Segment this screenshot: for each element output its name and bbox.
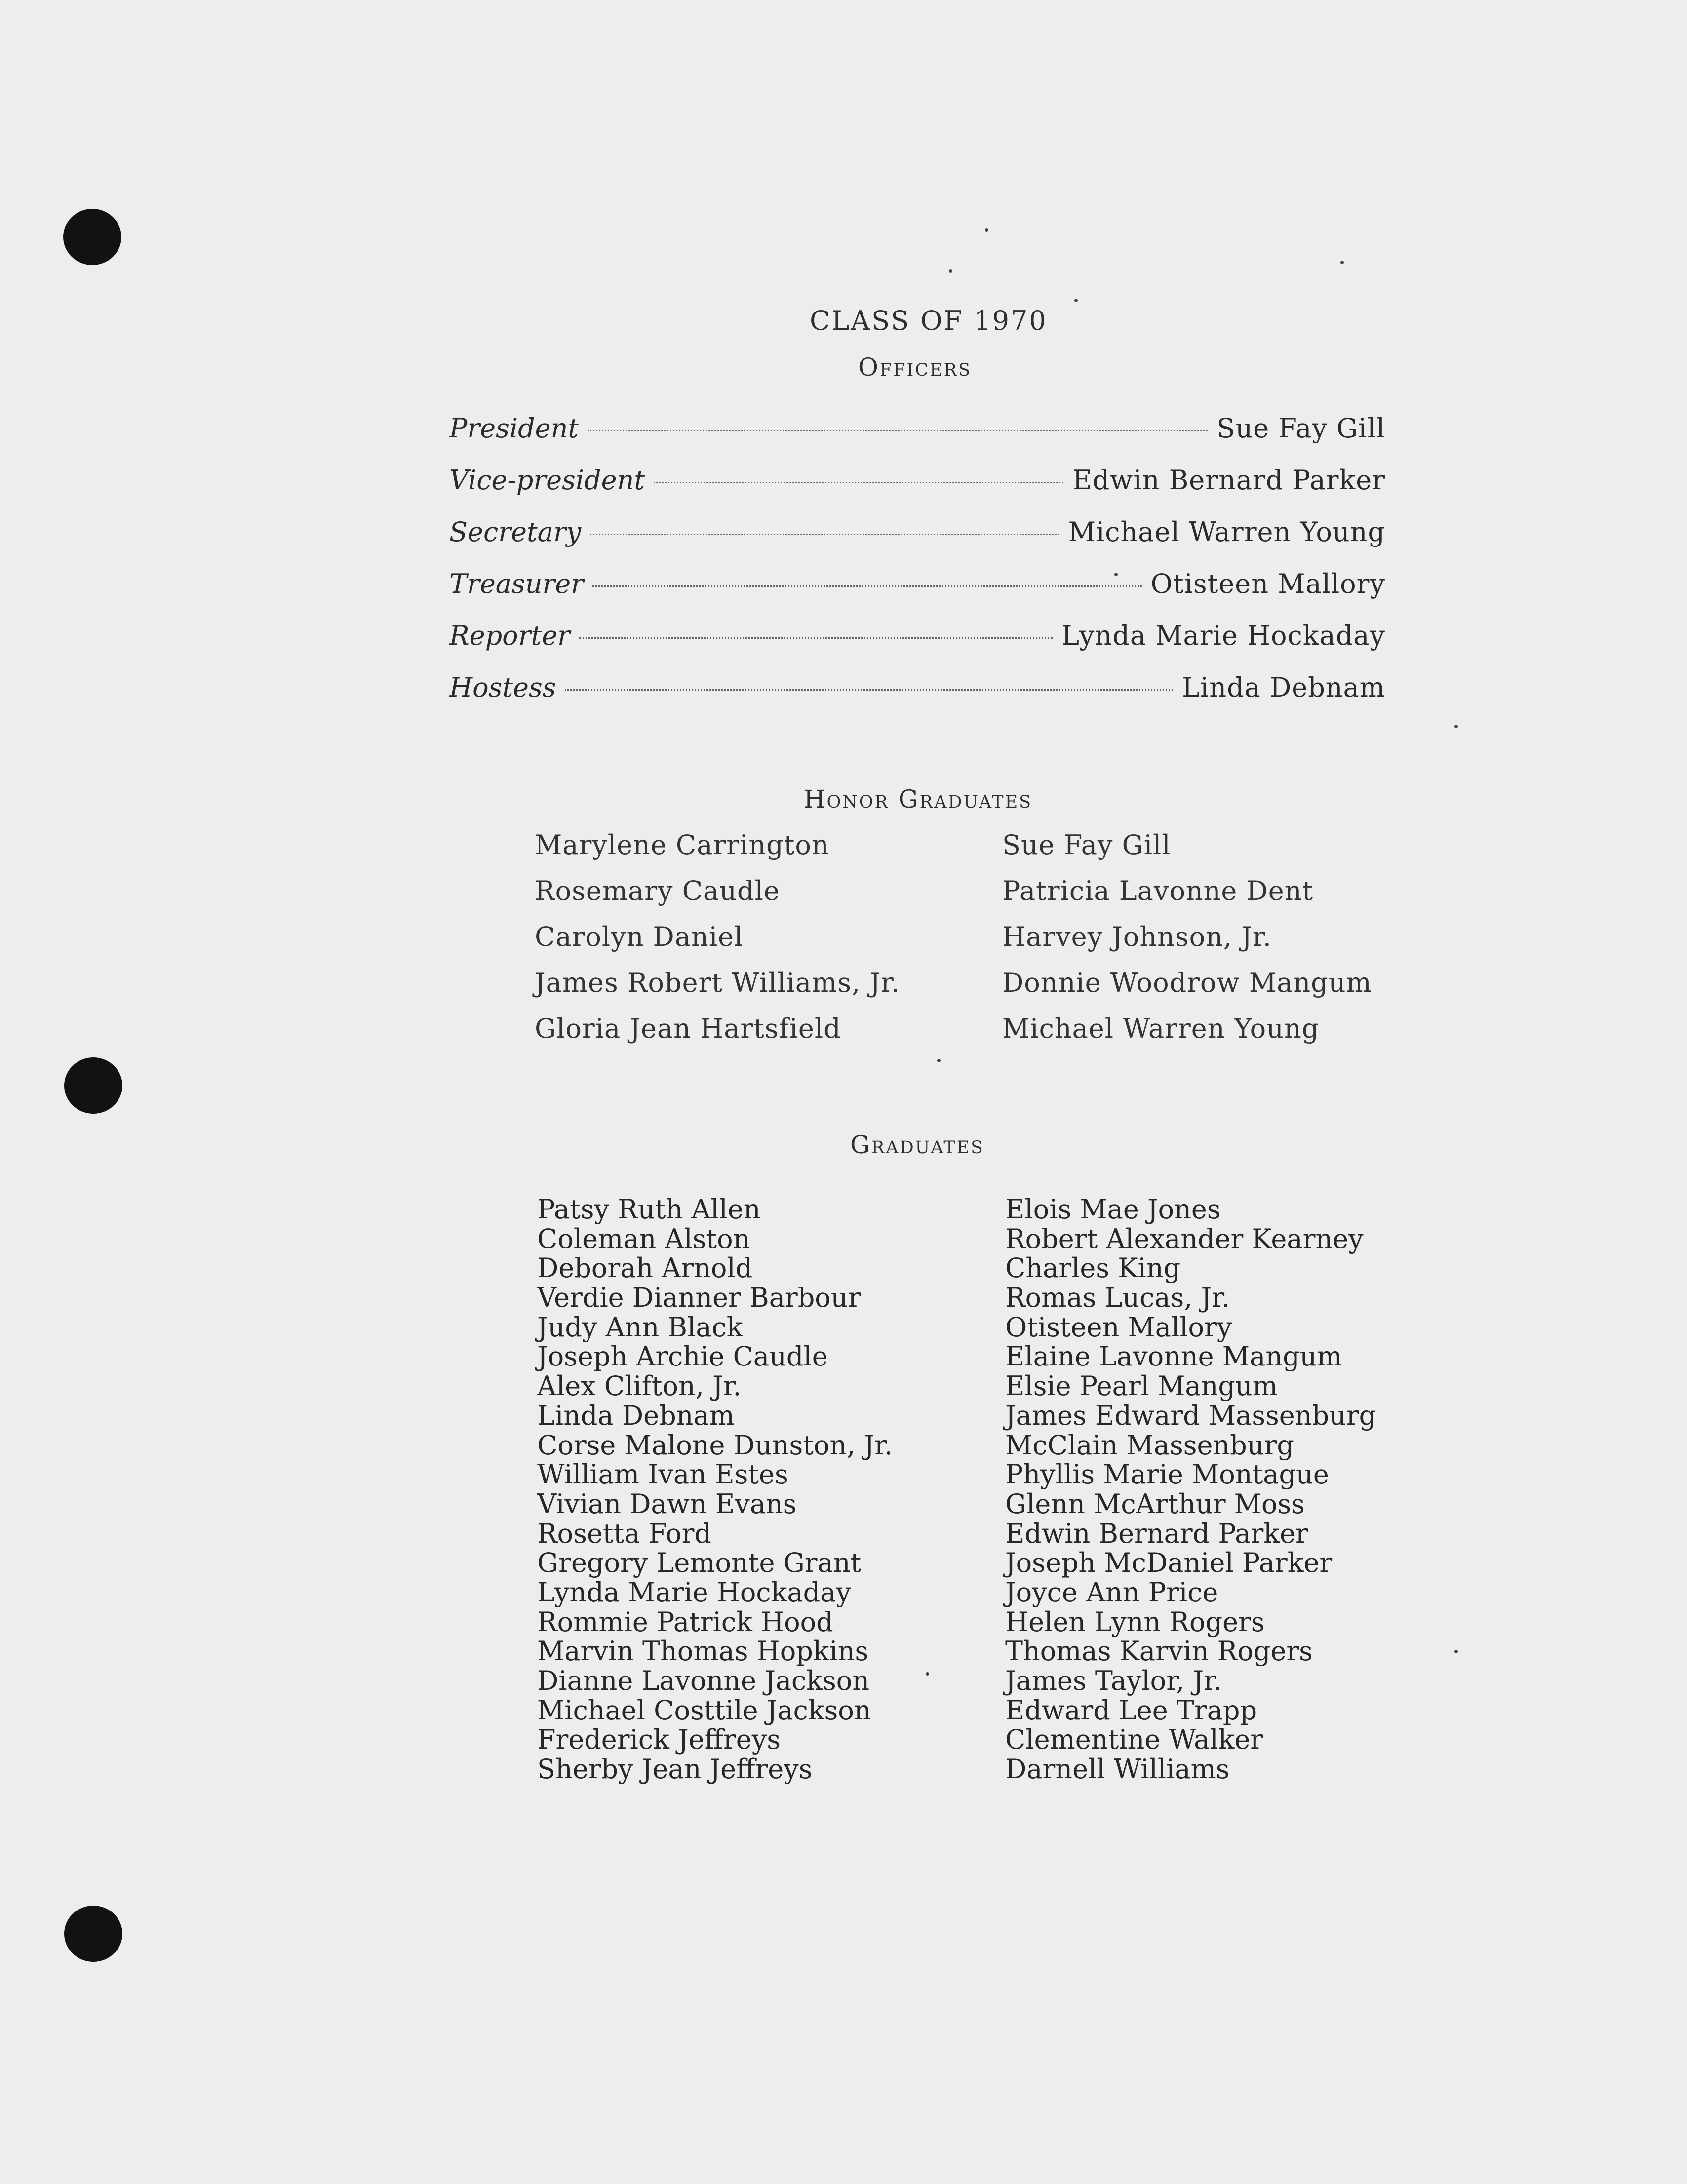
graduate-name: Elsie Pearl Mangum xyxy=(1005,1370,1278,1402)
honor-graduate-name: James Robert Williams, Jr. xyxy=(535,967,901,998)
officer-row xyxy=(449,516,1385,568)
paper-speck xyxy=(949,269,952,273)
graduate-name: Alex Clifton, Jr. xyxy=(537,1370,742,1402)
officer-row xyxy=(449,568,1385,620)
graduate-name: Vivian Dawn Evans xyxy=(537,1488,797,1520)
graduate-name: Deborah Arnold xyxy=(537,1252,753,1284)
officer-row xyxy=(449,620,1385,672)
officer-name: Linda Debnam xyxy=(1182,672,1385,703)
graduate-name: Thomas Karvin Rogers xyxy=(1005,1636,1313,1667)
graduate-name: Patsy Ruth Allen xyxy=(537,1194,761,1225)
graduate-name: William Ivan Estes xyxy=(537,1459,788,1490)
paper-speck xyxy=(1340,261,1344,264)
officer-name: Sue Fay Gill xyxy=(1216,413,1385,444)
graduate-name: Sherby Jean Jeffreys xyxy=(537,1754,813,1785)
graduate-name: James Taylor, Jr. xyxy=(1005,1665,1222,1696)
graduate-name: Marvin Thomas Hopkins xyxy=(537,1636,869,1667)
graduate-name: Rommie Patrick Hood xyxy=(537,1606,833,1638)
honor-graduate-name: Harvey Johnson, Jr. xyxy=(1002,921,1272,952)
paper-speck xyxy=(1454,1650,1458,1653)
dotted-leader xyxy=(588,430,1208,431)
graduate-name: Corse Malone Dunston, Jr. xyxy=(537,1429,893,1461)
paper-speck xyxy=(1454,725,1458,728)
officer-name: Lynda Marie Hockaday xyxy=(1061,620,1385,651)
dotted-leader xyxy=(592,585,1142,587)
graduate-name: James Edward Massenburg xyxy=(1005,1400,1376,1431)
dotted-leader xyxy=(654,482,1063,483)
officer-title: Reporter xyxy=(449,620,570,651)
dotted-leader xyxy=(590,534,1059,535)
graduates-left-column xyxy=(537,1195,981,1784)
graduate-name: Rosetta Ford xyxy=(537,1518,712,1549)
officer-name: Edwin Bernard Parker xyxy=(1072,465,1385,496)
binder-hole xyxy=(64,1057,122,1114)
graduate-name: Romas Lucas, Jr. xyxy=(1005,1282,1230,1314)
officer-title: Treasurer xyxy=(449,568,584,599)
graduate-name: Verdie Dianner Barbour xyxy=(537,1282,861,1314)
graduate-name: Charles King xyxy=(1005,1252,1181,1284)
graduate-name: Judy Ann Black xyxy=(537,1311,743,1343)
graduate-name: Helen Lynn Rogers xyxy=(1005,1606,1265,1638)
honor-graduate-name: Marylene Carrington xyxy=(535,829,829,860)
graduate-name: Frederick Jeffreys xyxy=(537,1724,781,1755)
graduates-heading: Graduates xyxy=(850,1131,984,1159)
honor-graduates-heading: Honor Graduates xyxy=(804,785,1033,814)
honor-graduates-right-column xyxy=(1002,829,1447,1059)
graduate-name: Robert Alexander Kearney xyxy=(1005,1223,1364,1254)
graduate-name: Edwin Bernard Parker xyxy=(1005,1518,1308,1549)
officer-title: Secretary xyxy=(449,516,582,547)
graduate-name: Joseph McDaniel Parker xyxy=(1005,1547,1333,1579)
officer-title: Hostess xyxy=(449,672,556,703)
honor-graduate-name: Patricia Lavonne Dent xyxy=(1002,875,1314,906)
officer-name: Otisteen Mallory xyxy=(1150,568,1385,599)
honor-graduate-name: Rosemary Caudle xyxy=(535,875,780,906)
officers-heading: Officers xyxy=(858,353,972,382)
graduate-name: Coleman Alston xyxy=(537,1223,750,1254)
officer-row xyxy=(449,672,1385,724)
graduate-name: Joseph Archie Caudle xyxy=(537,1341,828,1372)
graduate-name: Glenn McArthur Moss xyxy=(1005,1488,1305,1520)
graduate-name: Linda Debnam xyxy=(537,1400,735,1431)
paper-speck xyxy=(985,228,988,232)
graduate-name: Lynda Marie Hockaday xyxy=(537,1576,851,1608)
graduate-name: Clementine Walker xyxy=(1005,1724,1263,1755)
honor-graduate-name: Gloria Jean Hartsfield xyxy=(535,1013,841,1044)
paper-speck xyxy=(1074,299,1078,302)
dotted-leader xyxy=(565,689,1173,691)
graduate-name: Darnell Williams xyxy=(1005,1754,1230,1785)
binder-hole xyxy=(64,1906,122,1962)
honor-graduate-name: Michael Warren Young xyxy=(1002,1013,1320,1044)
honor-graduate-name: Carolyn Daniel xyxy=(535,921,744,952)
graduate-name: Michael Costtile Jackson xyxy=(537,1694,871,1726)
graduate-name: Phyllis Marie Montague xyxy=(1005,1459,1329,1490)
binder-hole xyxy=(63,209,121,265)
officer-row xyxy=(449,413,1385,465)
officer-title: Vice-president xyxy=(449,465,645,496)
officer-row xyxy=(449,465,1385,516)
page-title: CLASS OF 1970 xyxy=(810,305,1048,336)
graduate-name: Dianne Lavonne Jackson xyxy=(537,1665,869,1696)
graduates-right-column xyxy=(1005,1195,1450,1784)
graduate-name: McClain Massenburg xyxy=(1005,1429,1294,1461)
graduate-name: Elaine Lavonne Mangum xyxy=(1005,1341,1342,1372)
officers-list xyxy=(449,413,1385,724)
paper-speck xyxy=(937,1059,941,1062)
honor-graduates-left-column xyxy=(535,829,979,1059)
officer-title: President xyxy=(449,413,579,444)
honor-graduate-name: Sue Fay Gill xyxy=(1002,829,1171,860)
graduate-name: Elois Mae Jones xyxy=(1005,1194,1221,1225)
officer-name: Michael Warren Young xyxy=(1068,516,1385,547)
honor-graduate-name: Donnie Woodrow Mangum xyxy=(1002,967,1372,998)
dotted-leader xyxy=(579,637,1053,639)
graduate-name: Gregory Lemonte Grant xyxy=(537,1547,862,1579)
graduate-name: Joyce Ann Price xyxy=(1005,1576,1218,1608)
graduate-name: Otisteen Mallory xyxy=(1005,1311,1232,1343)
graduate-name: Edward Lee Trapp xyxy=(1005,1694,1257,1726)
